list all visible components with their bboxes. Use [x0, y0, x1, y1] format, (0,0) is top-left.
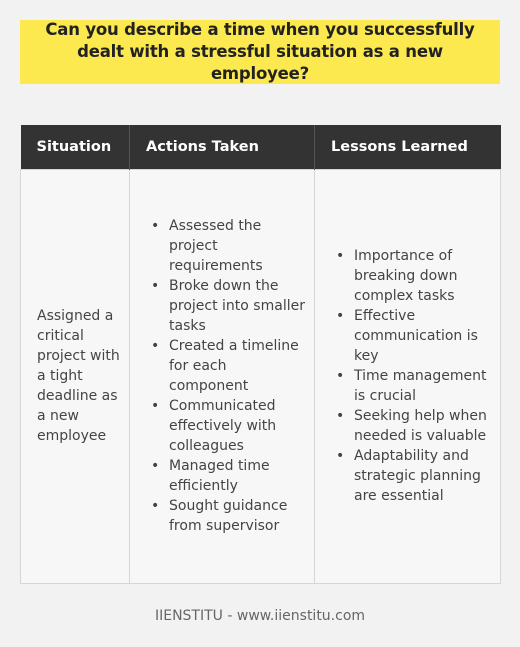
table-header-row: [21, 125, 501, 169]
list-item: • Assessed the project requirements: [169, 216, 305, 276]
list-item: • Communicated effectively with colleagues: [169, 396, 305, 456]
list-item: • Effective communication is key: [354, 306, 491, 366]
list-item: • Broke down the project into smaller tasks: [169, 276, 305, 336]
list-item: • Adaptability and strategic planning are essential: [354, 446, 491, 506]
list-item: • Seeking help when needed is valuable: [354, 406, 491, 446]
lessons-cell: [315, 169, 501, 584]
qa-table: [20, 125, 501, 584]
lessons-list: [316, 246, 499, 506]
situation-cell: Assigned a critical project with a tight deadline as a new employee: [21, 169, 130, 584]
actions-list: [131, 216, 313, 536]
list-item: • Time management is crucial: [354, 366, 491, 406]
list-item: • Managed time efficiently: [169, 456, 305, 496]
table-row: [21, 169, 501, 584]
list-item: • Sought guidance from supervisor: [169, 496, 305, 536]
list-item: • Importance of breaking down complex tasks: [354, 246, 491, 306]
header-actions-taken: Actions Taken: [130, 125, 315, 169]
question-banner: [20, 20, 500, 84]
header-situation: Situation: [21, 125, 130, 169]
footer-credit: IIENSTITU - www.iienstitu.com: [154, 608, 366, 624]
list-item: • Created a timeline for each component: [169, 336, 305, 396]
actions-cell: [130, 169, 315, 584]
question-title: Can you describe a time when you successfully dealt with a stressful situation as a new employee?: [45, 20, 475, 83]
header-lessons-learned: Lessons Learned: [315, 125, 501, 169]
